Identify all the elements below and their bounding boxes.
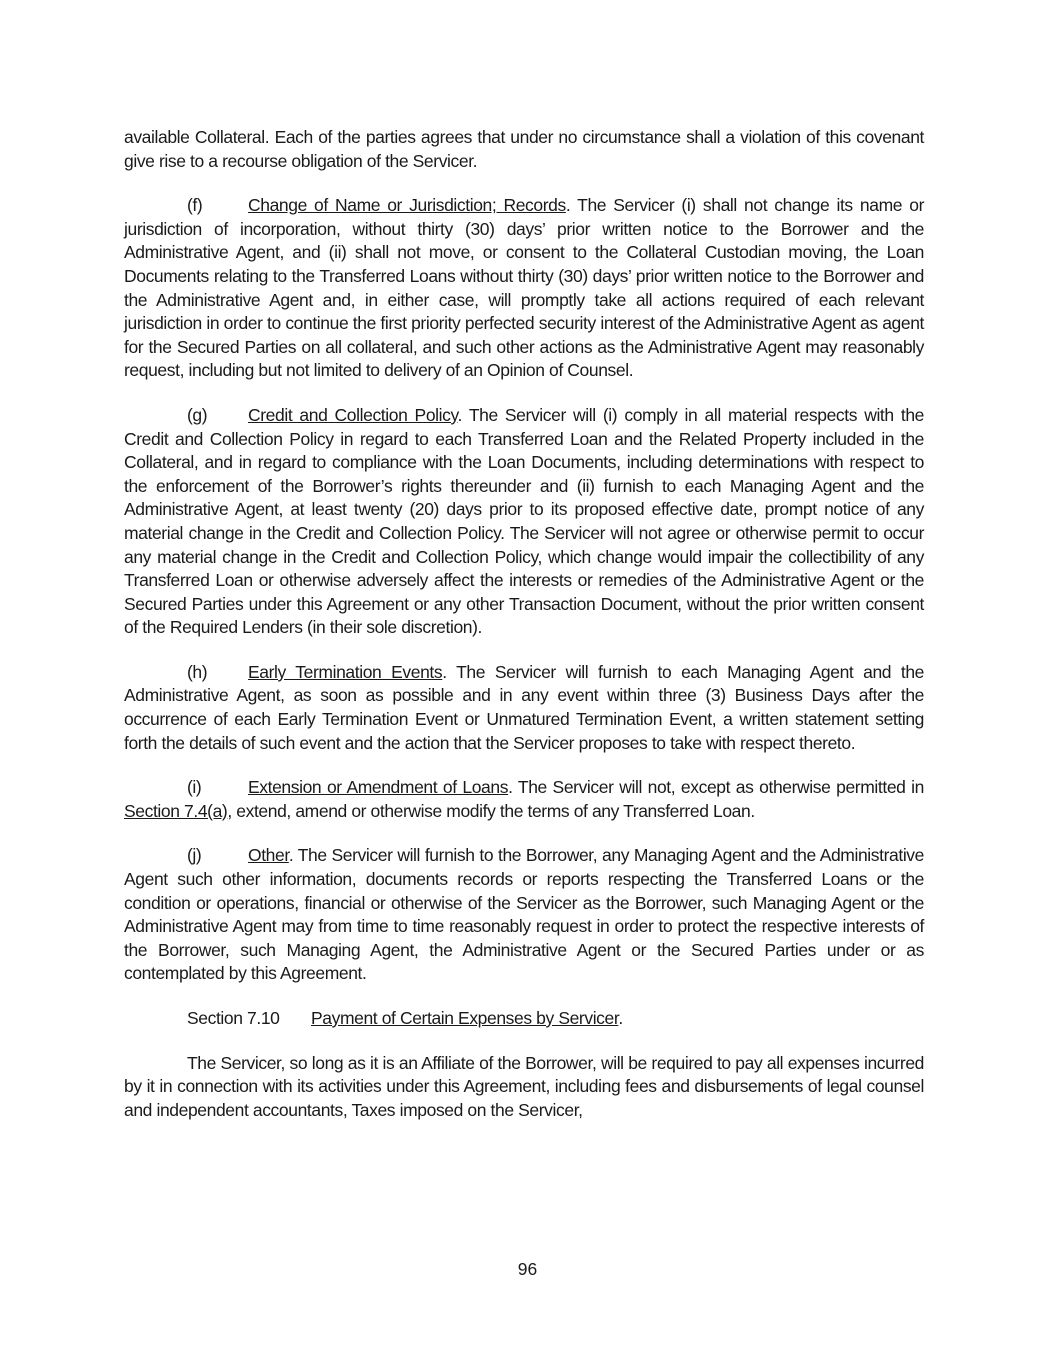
section-number: Section 7.10 [187,1008,280,1028]
clause-h [124,661,924,755]
section-body-paragraph: The Servicer, so long as it is an Affiliate of the Borrower, will be required to pay all expenses incurred by it in connection with its activities under this Agreement, including fees and disbursements of legal counsel and independent accountants, Taxes imposed on the Servicer, [124,1052,924,1120]
continuation-paragraph: available Collateral. Each of the parties agrees that under no circumstance shall a violation of this covenant give rise to a recourse obligation of the Servicer. [124,127,924,171]
clause-label: (i) [187,777,202,798]
clause-heading: Change of Name or Jurisdiction; Records [248,195,566,216]
section-heading [187,1007,924,1031]
clause-body: . The Servicer will furnish to each Managing Agent and the Administrative Agent, as soon as possible and in any event within three (3) Business Days after the occurrence of each Early Termination Event or Unmatured Termination Event, a written statement setting forth the details of such event and the action that the Servicer proposes to take with respect thereto. [124,661,925,753]
clause-f [124,194,924,383]
clause-label: (h) [187,661,208,682]
clause-body: . The Servicer will (i) comply in all material respects with the Credit and Collection Policy in regard to each Transferred Loan and the Related Property included in the Collateral, and in regard to compliance with the Loan Documents, including determinations with respect to the enforcement of the Borrower’s rights thereunder and (ii) furnish to each Managing Agent and the Administrative Agent, at least twenty (20) days prior to its proposed effective date, prompt notice of any material change in the Credit and Collection Policy. The Servicer will not agree or otherwise permit to occur any material change in the Credit and Collection Policy, which change would impair the collectibility of any Transferred Loan or otherwise adversely affect the interests or remedies of the Administrative Agent or the Secured Parties under this Agreement or any other Transaction Document, without the prior written consent of the Required Lenders (in their sole discretion). [124,404,924,638]
clause-body: . The Servicer (i) shall not change its name or jurisdiction of incorporation, without thirty (30) days’ prior written notice to the Borrower and the Administrative Agent, and (ii) shall not move, or consent to the Collateral Custodian moving, the Loan Documents relating to the Transferred Loans without thirty (30) days’ prior written notice to the Borrower and the Administrative Agent and, in either case, will promptly take all actions required of each relevant jurisdiction in order to continue the first priority perfected security interest of the Administrative Agent as agent for the Secured Parties on all collateral, and such other actions as the Administrative Agent may reasonably request, including but not limited to delivery of an Opinion of Counsel. [124,195,924,381]
section-reference-link: Section 7.4(a) [124,800,228,821]
clause-body: . The Servicer will furnish to the Borrower, any Managing Agent and the Administrative Agent such other information, documents records or reports respecting the Transferred Loans or the condition or operations, financial or otherwise of the Servicer as the Borrower, such Managing Agent or the Administrative Agent may from time to time reasonably request in order to protect the respective interests of the Borrower, such Managing Agent, the Administrative Agent or the Secured Parties under or as contemplated by this Agreement. [124,845,924,984]
document-page [124,126,924,1143]
clause-j [124,844,924,986]
clause-i [124,776,924,823]
clause-heading: Extension or Amendment of Loans [248,777,509,798]
clause-body-pre: . The Servicer will not, except as otherwise permitted in [508,777,925,798]
clause-heading: Other [248,845,289,866]
clause-label: (j) [187,845,202,866]
clause-label: (f) [187,195,203,216]
clause-heading: Early Termination Events [248,661,443,682]
page-number: 96 [517,1259,538,1279]
clause-body-post: , extend, amend or otherwise modify the terms of any Transferred Loan. [227,800,755,821]
clause-g [124,404,924,640]
section-suffix: . [618,1008,623,1028]
clause-label: (g) [187,404,208,425]
clause-heading: Credit and Collection Policy [248,404,458,425]
section-title: Payment of Certain Expenses by Servicer [311,1008,619,1028]
